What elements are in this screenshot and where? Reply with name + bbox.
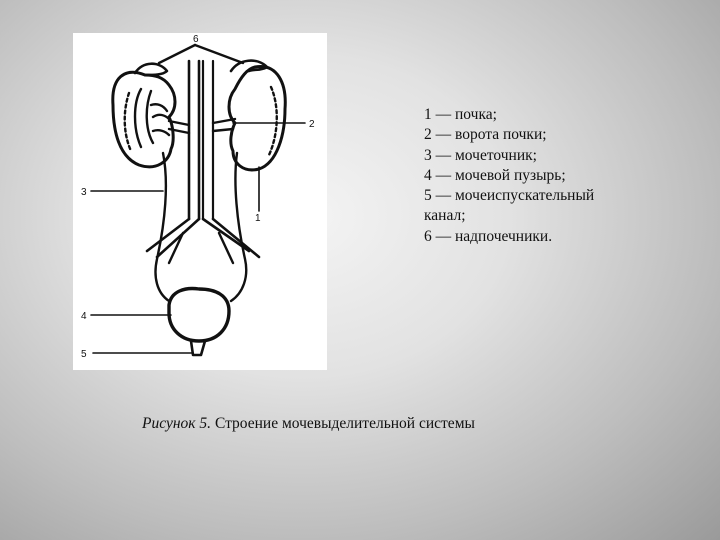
- right-iliac-vessels: [203, 219, 259, 257]
- callout-label-4: 4: [81, 311, 87, 322]
- legend-item-adrenals: 6 — надпочечники.: [424, 227, 553, 245]
- urinary-bladder: [169, 289, 229, 341]
- legend-item-bladder: 4 — мочевой пузырь;: [424, 166, 566, 184]
- figure-caption: [142, 415, 475, 433]
- right-kidney-cortex: [269, 87, 277, 155]
- legend-item-kidney: 1 — почка;: [424, 106, 497, 123]
- left-kidney-pyramids: [135, 89, 153, 147]
- callout-label-3: 3: [81, 187, 87, 198]
- left-kidney-calyces: [151, 104, 169, 135]
- callout-label-1: 1: [255, 213, 261, 224]
- right-renal-vessels: [213, 119, 235, 131]
- figure-legend: [424, 105, 664, 247]
- urinary-system-illustration: [73, 33, 327, 370]
- left-ureter: [156, 153, 170, 301]
- legend-item-ureter: 3 — мочеточник;: [424, 146, 537, 164]
- right-ureter: [231, 153, 246, 301]
- legend-item-urethra-cont: канал;: [424, 207, 466, 225]
- urinary-system-drawing: [73, 33, 327, 370]
- callout-label-2: 2: [309, 119, 315, 130]
- caption-text: Строение мочевыделительной системы: [211, 415, 475, 432]
- callout-label-5: 5: [81, 349, 87, 360]
- legend-item-urethra: 5 — мочеиспускательный: [424, 187, 595, 205]
- left-kidney-cortex: [125, 93, 131, 151]
- legend-item-renal-hilum: 2 — ворота почки;: [424, 126, 547, 144]
- caption-label: Рисунок 5.: [142, 415, 212, 432]
- callout-label-6: 6: [193, 34, 199, 45]
- left-iliac-vessels: [147, 219, 199, 257]
- left-kidney: [113, 72, 175, 166]
